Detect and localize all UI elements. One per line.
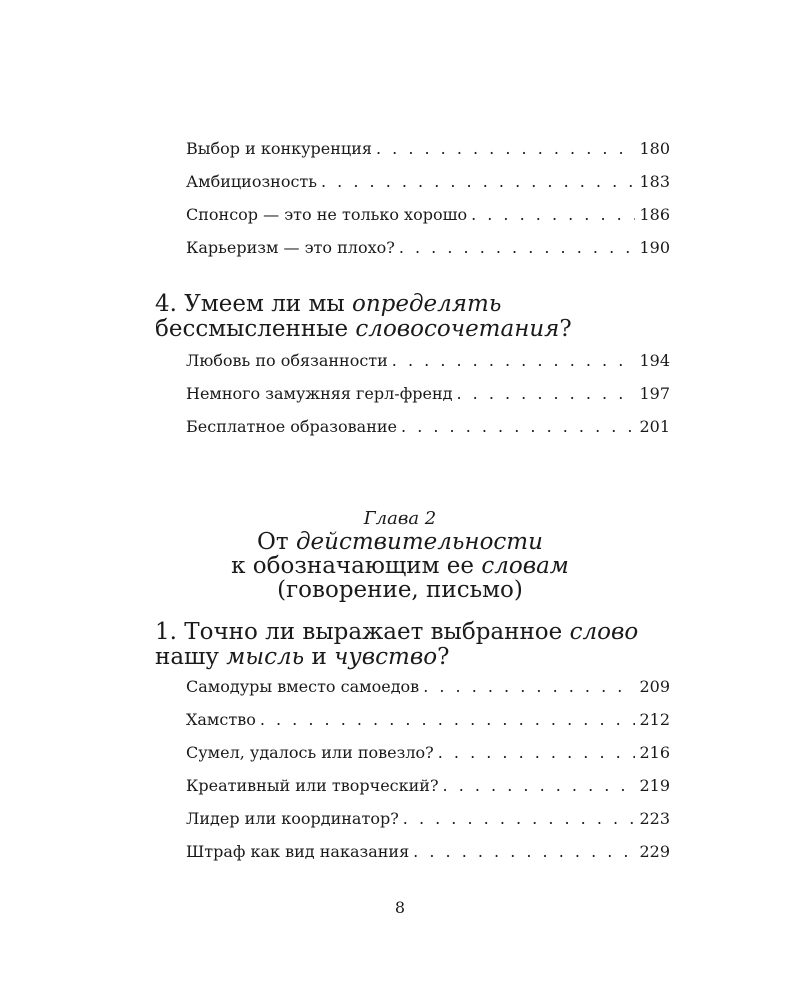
section-text: ? xyxy=(559,316,572,342)
toc-entry[interactable] xyxy=(186,808,670,830)
leader-dots xyxy=(438,742,636,764)
toc-entry-title: Амбициозность xyxy=(186,172,317,191)
leader-dots xyxy=(321,171,635,193)
section-text: Умеем ли мы xyxy=(184,291,352,317)
leader-dots xyxy=(392,350,636,372)
section-heading xyxy=(155,620,695,670)
section-emphasis: мысль xyxy=(226,644,305,670)
toc-entry[interactable] xyxy=(186,138,670,160)
section-heading-line-1 xyxy=(155,292,695,317)
chapter-text: к обозначающим ее xyxy=(231,553,482,579)
toc-entry[interactable] xyxy=(186,416,670,438)
chapter-text: От xyxy=(257,529,296,555)
leader-dots xyxy=(401,416,635,438)
toc-entry[interactable] xyxy=(186,350,670,372)
toc-entry[interactable] xyxy=(186,171,670,193)
leader-dots xyxy=(376,138,635,160)
leader-dots xyxy=(456,383,635,405)
leader-dots xyxy=(443,775,636,797)
toc-entry-page: 229 xyxy=(639,842,670,861)
toc-entry-page: 183 xyxy=(639,172,670,191)
toc-entry-page: 194 xyxy=(639,351,670,370)
chapter-title xyxy=(0,530,800,602)
chapter-emphasis: словам xyxy=(481,553,569,579)
toc-entry-title: Выбор и конкуренция xyxy=(186,139,372,158)
section-emphasis: слово xyxy=(569,619,639,645)
section-text: Точно ли выражает выбранное xyxy=(184,619,570,645)
chapter-title-line-2 xyxy=(0,554,800,578)
toc-entry[interactable] xyxy=(186,841,670,863)
section-heading-line-1 xyxy=(155,620,695,645)
chapter-subtitle: (говорение, письмо) xyxy=(277,577,523,603)
toc-entry-title: Карьеризм — это плохо? xyxy=(186,238,395,257)
toc-entry-page: 219 xyxy=(639,776,670,795)
section-emphasis: чувство xyxy=(334,644,438,670)
toc-entry[interactable] xyxy=(186,709,670,731)
toc-entry-title: Лидер или координатор? xyxy=(186,809,399,828)
toc-entry-title: Спонсор — это не только хорошо xyxy=(186,205,468,224)
toc-entry-page: 223 xyxy=(639,809,670,828)
toc-entry-title: Немного замужняя герл-френд xyxy=(186,384,453,403)
toc-entry-title: Бесплатное образование xyxy=(186,417,398,436)
leader-dots xyxy=(399,237,636,259)
section-text: и xyxy=(304,644,335,670)
toc-entry-page: 209 xyxy=(639,677,670,696)
leader-dots xyxy=(413,841,635,863)
toc-entry-title: Самодуры вместо самоедов xyxy=(186,677,420,696)
section-emphasis: словосочетания xyxy=(355,316,560,342)
toc-entry-page: 212 xyxy=(639,710,670,729)
toc-entry-page: 180 xyxy=(639,139,670,158)
section-number: 4. xyxy=(155,291,177,317)
toc-entry[interactable] xyxy=(186,204,670,226)
toc-entry[interactable] xyxy=(186,742,670,764)
section-heading xyxy=(155,292,695,342)
page-number: 8 xyxy=(394,898,406,917)
toc-entry[interactable] xyxy=(186,383,670,405)
toc-entry-page: 201 xyxy=(639,417,670,436)
section-number: 1. xyxy=(155,619,177,645)
toc-entry[interactable] xyxy=(186,775,670,797)
section-heading-line-2 xyxy=(155,317,695,342)
toc-entry[interactable] xyxy=(186,237,670,259)
section-emphasis: определять xyxy=(351,291,502,317)
toc-entry-page: 186 xyxy=(639,205,670,224)
leader-dots xyxy=(403,808,636,830)
toc-entry-page: 197 xyxy=(639,384,670,403)
section-text: бессмысленные xyxy=(155,316,356,342)
chapter-emphasis: действительности xyxy=(295,529,543,555)
toc-entry-title: Хамство xyxy=(186,710,256,729)
chapter-title-line-1 xyxy=(0,530,800,554)
toc-entry-title: Любовь по обязанности xyxy=(186,351,388,370)
toc-entry-page: 190 xyxy=(639,238,670,257)
leader-dots xyxy=(423,676,635,698)
toc-entry-page: 216 xyxy=(639,743,670,762)
toc-entry[interactable] xyxy=(186,676,670,698)
section-heading-line-2 xyxy=(155,645,695,670)
toc-entry-title: Сумел, удалось или повезло? xyxy=(186,743,434,762)
leader-dots xyxy=(260,709,636,731)
section-text: ? xyxy=(437,644,450,670)
section-text: нашу xyxy=(155,644,227,670)
toc-entry-title: Штраф как вид наказания xyxy=(186,842,410,861)
toc-entry-title: Креативный или творческий? xyxy=(186,776,439,795)
chapter-label: Глава 2 xyxy=(363,508,437,529)
leader-dots xyxy=(471,204,635,226)
